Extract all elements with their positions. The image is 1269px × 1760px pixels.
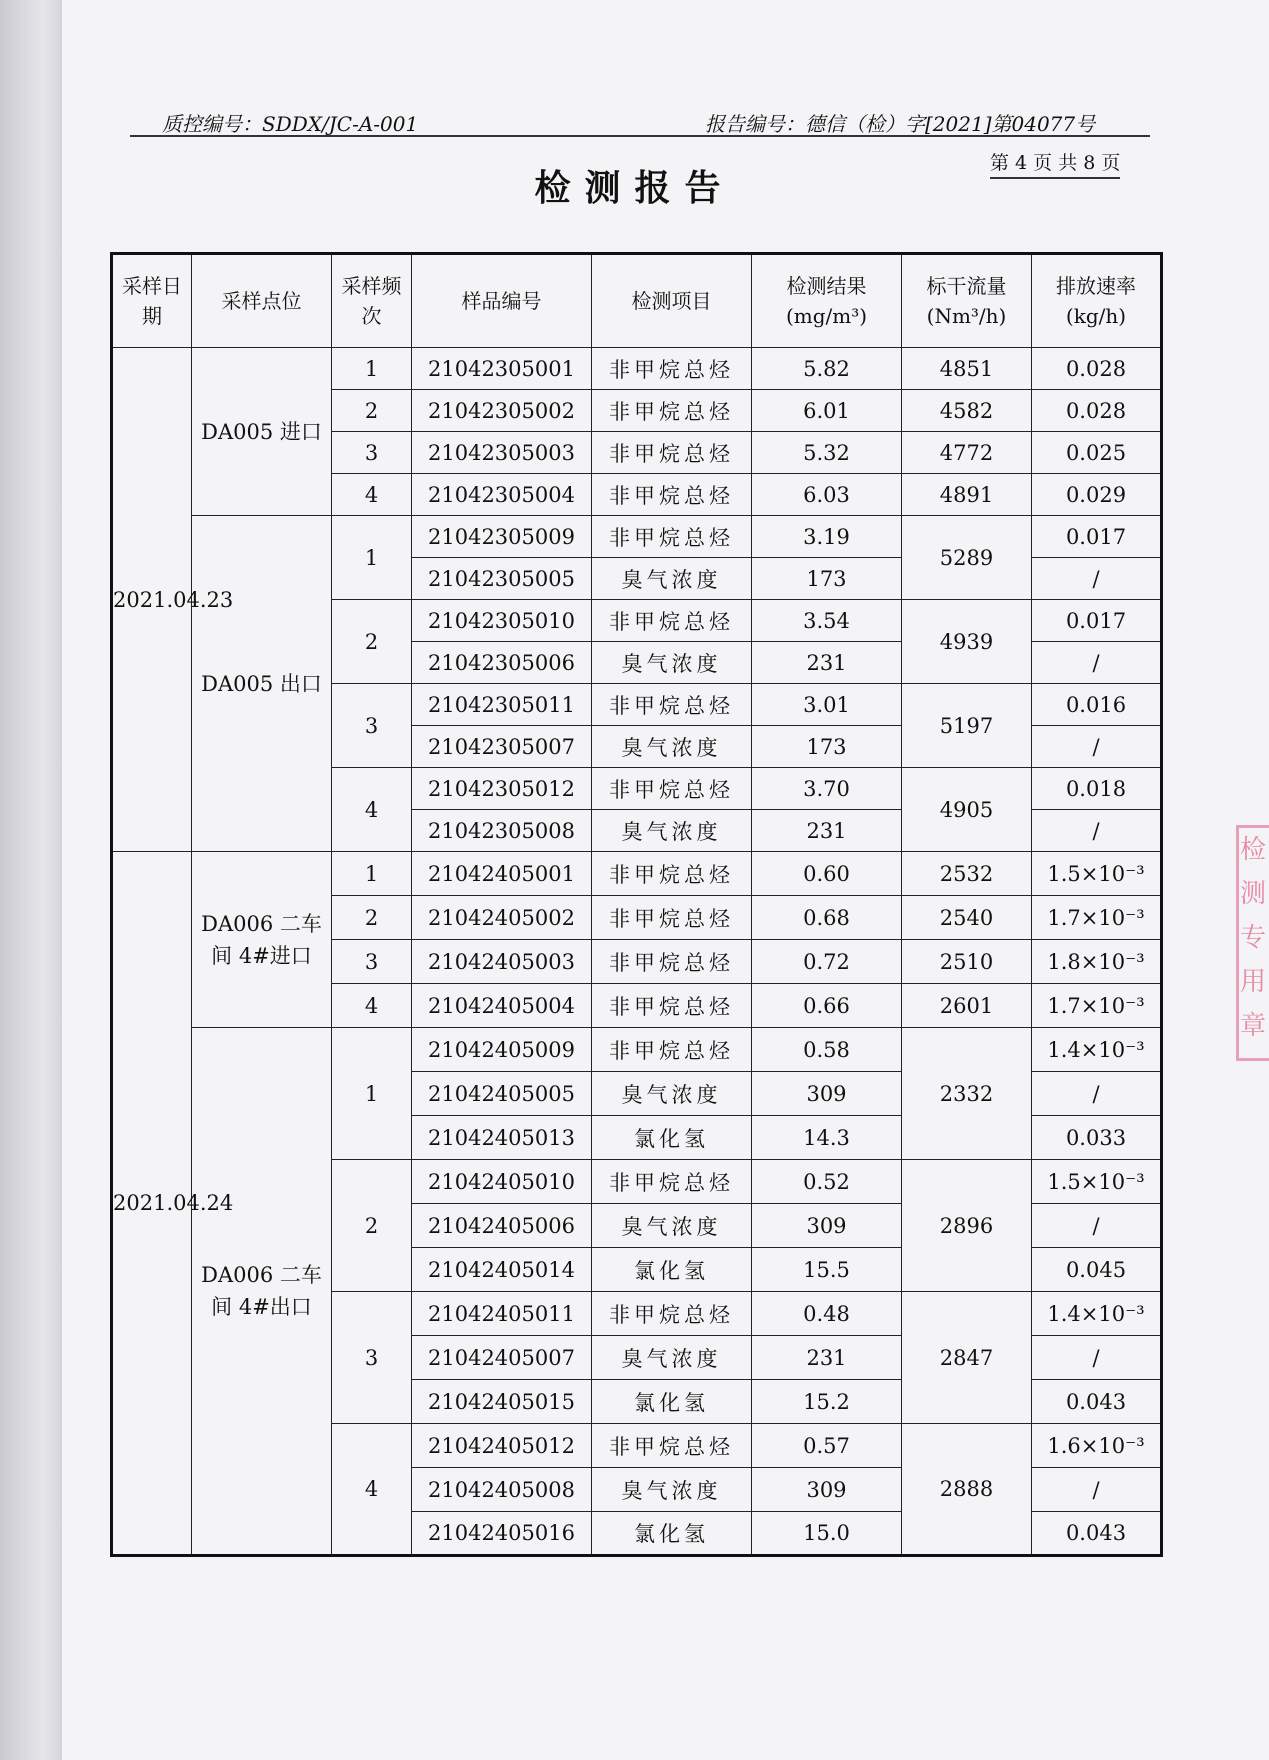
- sample-cell: 21042405001: [412, 852, 592, 896]
- item-cell: 氯化氢: [592, 1380, 752, 1424]
- sample-cell: 21042405010: [412, 1160, 592, 1204]
- flow-cell: 5289: [902, 516, 1032, 600]
- rate-cell: 1.5×10⁻³: [1032, 852, 1162, 896]
- freq-cell: 3: [332, 684, 412, 768]
- result-cell: 0.48: [752, 1292, 902, 1336]
- item-cell: 臭气浓度: [592, 1204, 752, 1248]
- rate-cell: 1.8×10⁻³: [1032, 940, 1162, 984]
- sample-cell: 21042305003: [412, 432, 592, 474]
- location-cell: DA005 进口: [192, 348, 332, 516]
- header-location: 采样点位: [192, 254, 332, 348]
- freq-cell: 3: [332, 432, 412, 474]
- sample-cell: 21042405003: [412, 940, 592, 984]
- item-cell: 非甲烷总烃: [592, 516, 752, 558]
- item-cell: 非甲烷总烃: [592, 1292, 752, 1336]
- rate-cell: 1.7×10⁻³: [1032, 984, 1162, 1028]
- freq-cell: 1: [332, 348, 412, 390]
- header-rate: 排放速率(kg/h): [1032, 254, 1162, 348]
- item-cell: 臭气浓度: [592, 726, 752, 768]
- report-number: 报告编号：德信（检）字[2021]第04077号: [705, 112, 1096, 136]
- item-cell: 非甲烷总烃: [592, 1160, 752, 1204]
- item-cell: 臭气浓度: [592, 1336, 752, 1380]
- rate-cell: 0.028: [1032, 348, 1162, 390]
- rate-cell: /: [1032, 642, 1162, 684]
- item-cell: 臭气浓度: [592, 1072, 752, 1116]
- freq-cell: 4: [332, 768, 412, 852]
- sample-cell: 21042405002: [412, 896, 592, 940]
- rate-cell: 0.017: [1032, 516, 1162, 558]
- result-cell: 14.3: [752, 1116, 902, 1160]
- flow-cell: 2888: [902, 1424, 1032, 1556]
- result-cell: 0.58: [752, 1028, 902, 1072]
- location-cell: DA006 二车间 4#进口: [192, 852, 332, 1028]
- item-cell: 非甲烷总烃: [592, 984, 752, 1028]
- freq-cell: 4: [332, 984, 412, 1028]
- result-cell: 231: [752, 810, 902, 852]
- sample-cell: 21042305011: [412, 684, 592, 726]
- result-cell: 231: [752, 1336, 902, 1380]
- report-table: [110, 252, 1163, 1557]
- rate-cell: 0.018: [1032, 768, 1162, 810]
- header-sample-no: 样品编号: [412, 254, 592, 348]
- result-cell: 5.32: [752, 432, 902, 474]
- seal-text: 检测专用章: [1239, 835, 1266, 1041]
- item-cell: 非甲烷总烃: [592, 852, 752, 896]
- date-cell: 2021.04.24: [112, 852, 192, 1556]
- flow-cell: 4851: [902, 348, 1032, 390]
- result-cell: 15.2: [752, 1380, 902, 1424]
- rate-cell: 0.016: [1032, 684, 1162, 726]
- rate-cell: 0.043: [1032, 1380, 1162, 1424]
- freq-cell: 1: [332, 1028, 412, 1160]
- sample-cell: 21042305010: [412, 600, 592, 642]
- sample-cell: 21042305005: [412, 558, 592, 600]
- item-cell: 非甲烷总烃: [592, 600, 752, 642]
- freq-cell: 1: [332, 516, 412, 600]
- result-cell: 173: [752, 558, 902, 600]
- rate-cell: 0.025: [1032, 432, 1162, 474]
- result-cell: 309: [752, 1204, 902, 1248]
- sample-cell: 21042405006: [412, 1204, 592, 1248]
- sample-cell: 21042305009: [412, 516, 592, 558]
- page-info: 第 4 页 共 8 页: [990, 148, 1120, 179]
- item-cell: 非甲烷总烃: [592, 390, 752, 432]
- sample-cell: 21042405004: [412, 984, 592, 1028]
- sample-cell: 21042405016: [412, 1512, 592, 1556]
- item-cell: 非甲烷总烃: [592, 432, 752, 474]
- sample-cell: 21042305004: [412, 474, 592, 516]
- result-cell: 309: [752, 1468, 902, 1512]
- freq-cell: 4: [332, 474, 412, 516]
- rate-cell: /: [1032, 810, 1162, 852]
- qc-number: 质控编号：SDDX/JC-A-001: [162, 112, 419, 136]
- rate-cell: 1.6×10⁻³: [1032, 1424, 1162, 1468]
- header-item: 检测项目: [592, 254, 752, 348]
- rate-cell: 1.4×10⁻³: [1032, 1028, 1162, 1072]
- rate-cell: 1.5×10⁻³: [1032, 1160, 1162, 1204]
- rate-cell: /: [1032, 1204, 1162, 1248]
- result-cell: 5.82: [752, 348, 902, 390]
- sample-cell: 21042405012: [412, 1424, 592, 1468]
- result-cell: 0.60: [752, 852, 902, 896]
- flow-cell: 4939: [902, 600, 1032, 684]
- result-cell: 309: [752, 1072, 902, 1116]
- flow-cell: 2510: [902, 940, 1032, 984]
- freq-cell: 3: [332, 1292, 412, 1424]
- item-cell: 臭气浓度: [592, 642, 752, 684]
- rate-cell: 0.028: [1032, 390, 1162, 432]
- flow-cell: 2601: [902, 984, 1032, 1028]
- sample-cell: 21042305006: [412, 642, 592, 684]
- freq-cell: 2: [332, 390, 412, 432]
- item-cell: 臭气浓度: [592, 1468, 752, 1512]
- sample-cell: 21042405005: [412, 1072, 592, 1116]
- page-title: 检测报告: [534, 167, 735, 209]
- rate-cell: /: [1032, 1468, 1162, 1512]
- header-rule: [130, 135, 1150, 137]
- rate-cell: 0.017: [1032, 600, 1162, 642]
- rate-cell: 0.033: [1032, 1116, 1162, 1160]
- rate-cell: 1.7×10⁻³: [1032, 896, 1162, 940]
- result-cell: 3.01: [752, 684, 902, 726]
- sample-cell: 21042405007: [412, 1336, 592, 1380]
- rate-cell: /: [1032, 1336, 1162, 1380]
- sample-cell: 21042405015: [412, 1380, 592, 1424]
- header-flow: 标干流量(Nm³/h): [902, 254, 1032, 348]
- item-cell: 氯化氢: [592, 1116, 752, 1160]
- result-cell: 6.03: [752, 474, 902, 516]
- result-cell: 6.01: [752, 390, 902, 432]
- flow-cell: 2896: [902, 1160, 1032, 1292]
- rate-cell: 0.045: [1032, 1248, 1162, 1292]
- sample-cell: 21042305007: [412, 726, 592, 768]
- header-frequency: 采样频次: [332, 254, 412, 348]
- date-cell: 2021.04.23: [112, 348, 192, 852]
- result-cell: 0.57: [752, 1424, 902, 1468]
- sample-cell: 21042405009: [412, 1028, 592, 1072]
- flow-cell: 4582: [902, 390, 1032, 432]
- freq-cell: 2: [332, 600, 412, 684]
- location-cell: DA006 二车间 4#出口: [192, 1028, 332, 1556]
- sample-cell: 21042405008: [412, 1468, 592, 1512]
- item-cell: 非甲烷总烃: [592, 684, 752, 726]
- flow-cell: 2540: [902, 896, 1032, 940]
- result-cell: 173: [752, 726, 902, 768]
- item-cell: 非甲烷总烃: [592, 348, 752, 390]
- item-cell: 非甲烷总烃: [592, 474, 752, 516]
- sample-cell: 21042305008: [412, 810, 592, 852]
- result-cell: 3.19: [752, 516, 902, 558]
- item-cell: 氯化氢: [592, 1512, 752, 1556]
- sample-cell: 21042405011: [412, 1292, 592, 1336]
- sample-cell: 21042405014: [412, 1248, 592, 1292]
- header-result: 检测结果(mg/m³): [752, 254, 902, 348]
- flow-cell: 4905: [902, 768, 1032, 852]
- freq-cell: 2: [332, 896, 412, 940]
- item-cell: 非甲烷总烃: [592, 940, 752, 984]
- flow-cell: 2847: [902, 1292, 1032, 1424]
- result-cell: 0.52: [752, 1160, 902, 1204]
- result-cell: 0.72: [752, 940, 902, 984]
- result-cell: 0.68: [752, 896, 902, 940]
- item-cell: 臭气浓度: [592, 810, 752, 852]
- sample-cell: 21042305001: [412, 348, 592, 390]
- item-cell: 臭气浓度: [592, 558, 752, 600]
- binding-spine: [0, 0, 62, 1760]
- rate-cell: 0.029: [1032, 474, 1162, 516]
- freq-cell: 1: [332, 852, 412, 896]
- item-cell: 非甲烷总烃: [592, 1028, 752, 1072]
- header-date: 采样日期: [112, 254, 192, 348]
- item-cell: 非甲烷总烃: [592, 1424, 752, 1468]
- rate-cell: /: [1032, 1072, 1162, 1116]
- result-cell: 15.0: [752, 1512, 902, 1556]
- flow-cell: 2332: [902, 1028, 1032, 1160]
- result-cell: 3.70: [752, 768, 902, 810]
- rate-cell: 1.4×10⁻³: [1032, 1292, 1162, 1336]
- result-cell: 0.66: [752, 984, 902, 1028]
- freq-cell: 2: [332, 1160, 412, 1292]
- result-cell: 15.5: [752, 1248, 902, 1292]
- flow-cell: 5197: [902, 684, 1032, 768]
- rate-cell: /: [1032, 558, 1162, 600]
- item-cell: 非甲烷总烃: [592, 896, 752, 940]
- sample-cell: 21042405013: [412, 1116, 592, 1160]
- rate-cell: /: [1032, 726, 1162, 768]
- red-seal-stamp: [1236, 825, 1269, 1061]
- sample-cell: 21042305012: [412, 768, 592, 810]
- item-cell: 氯化氢: [592, 1248, 752, 1292]
- result-cell: 231: [752, 642, 902, 684]
- location-cell: DA005 出口: [192, 516, 332, 852]
- rate-cell: 0.043: [1032, 1512, 1162, 1556]
- flow-cell: 4891: [902, 474, 1032, 516]
- sample-cell: 21042305002: [412, 390, 592, 432]
- freq-cell: 3: [332, 940, 412, 984]
- freq-cell: 4: [332, 1424, 412, 1556]
- result-cell: 3.54: [752, 600, 902, 642]
- item-cell: 非甲烷总烃: [592, 768, 752, 810]
- flow-cell: 4772: [902, 432, 1032, 474]
- flow-cell: 2532: [902, 852, 1032, 896]
